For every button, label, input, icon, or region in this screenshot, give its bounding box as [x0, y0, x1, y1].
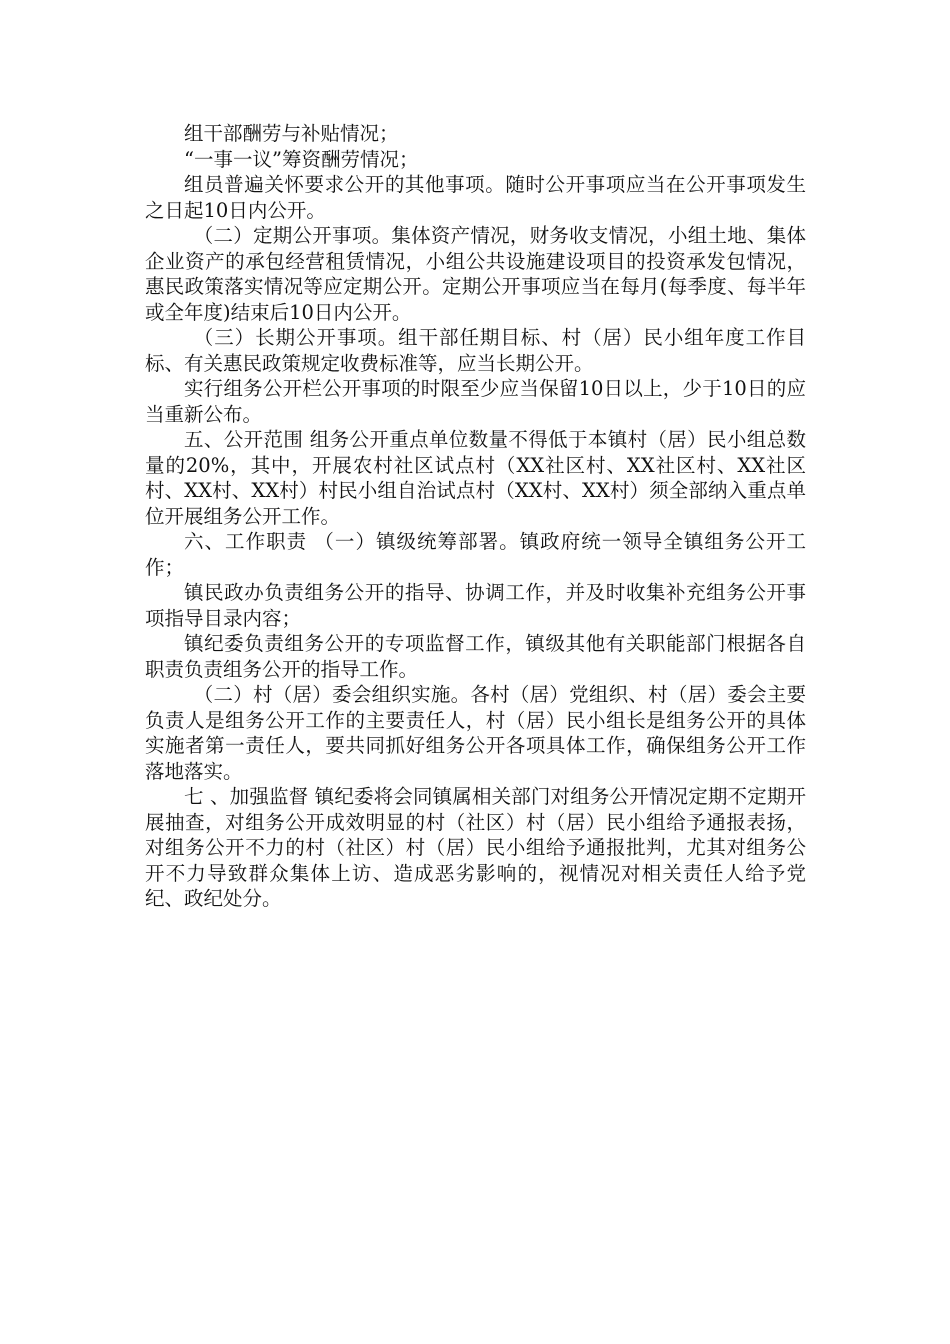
paragraph-discipline-committee: 镇纪委负责组务公开的专项监督工作，镇级其他有关职能部门根据各自职责负责组务公开的指导工作。 [145, 632, 806, 681]
paragraph-periodic-disclosure: （二）定期公开事项。集体资产情况，财务收支情况，小组土地、集体企业资产的承包经营租赁情况，小组公共设施建设项目的投资承发包情况，惠民政策落实情况等应定期公开。定期公开事项应当在每月(每季度、每半年或全年度)结束后10日内公开。 [145, 224, 806, 324]
paragraph-long-term-disclosure: （三）长期公开事项。组干部任期目标、村（居）民小组年度工作目标、有关惠民政策规定收费标准等，应当长期公开。 [145, 326, 806, 375]
paragraph-duties-town-level: 六、工作职责 （一）镇级统筹部署。镇政府统一领导全镇组务公开工作； [145, 530, 806, 579]
paragraph-retention-period: 实行组务公开栏公开事项的时限至少应当保留10日以上，少于10日的应当重新公布。 [145, 377, 806, 426]
paragraph-supervision: 七 、加强监督 镇纪委将会同镇属相关部门对组务公开情况定期不定期开展抽查，对组务公开成效明显的村（社区）村（居）民小组给予通报表扬，对组务公开不力的村（社区）村（居）民小组给予通报批判，尤其对组务公开不力导致群众集体上访、造成恶劣影响的，视情况对相关责任人给予党纪、政纪处分。 [145, 785, 806, 910]
paragraph-one-matter-one-discussion: “一事一议”筹资酬劳情况； [184, 147, 419, 171]
document-body [145, 121, 806, 912]
paragraph-village-implementation: （二）村（居）委会组织实施。各村（居）党组织、村（居）委会主要负责人是组务公开工作的主要责任人，村（居）民小组长是组务公开的具体实施者第一责任人，要共同抓好组务公开各项具体工作，确保组务公开工作落地落实。 [145, 683, 806, 783]
paragraph-cadre-pay: 组干部酬劳与补贴情况； [184, 122, 399, 145]
paragraph-civil-affairs-office: 镇民政办负责组务公开的指导、协调工作，并及时收集补充组务公开事项指导目录内容； [145, 581, 806, 630]
paragraph-other-matters: 组员普遍关怀要求公开的其他事项。随时公开事项应当在公开事项发生之日起10日内公开。 [145, 173, 806, 222]
paragraph-disclosure-scope: 五、公开范围 组务公开重点单位数量不得低于本镇村（居）民小组总数量的20%，其中，开展农村社区试点村（XX社区村、XX社区村、XX社区村、XX村、XX村）村民小组自治试点村（XX村、XX村）须全部纳入重点单位开展组务公开工作。 [145, 428, 806, 528]
